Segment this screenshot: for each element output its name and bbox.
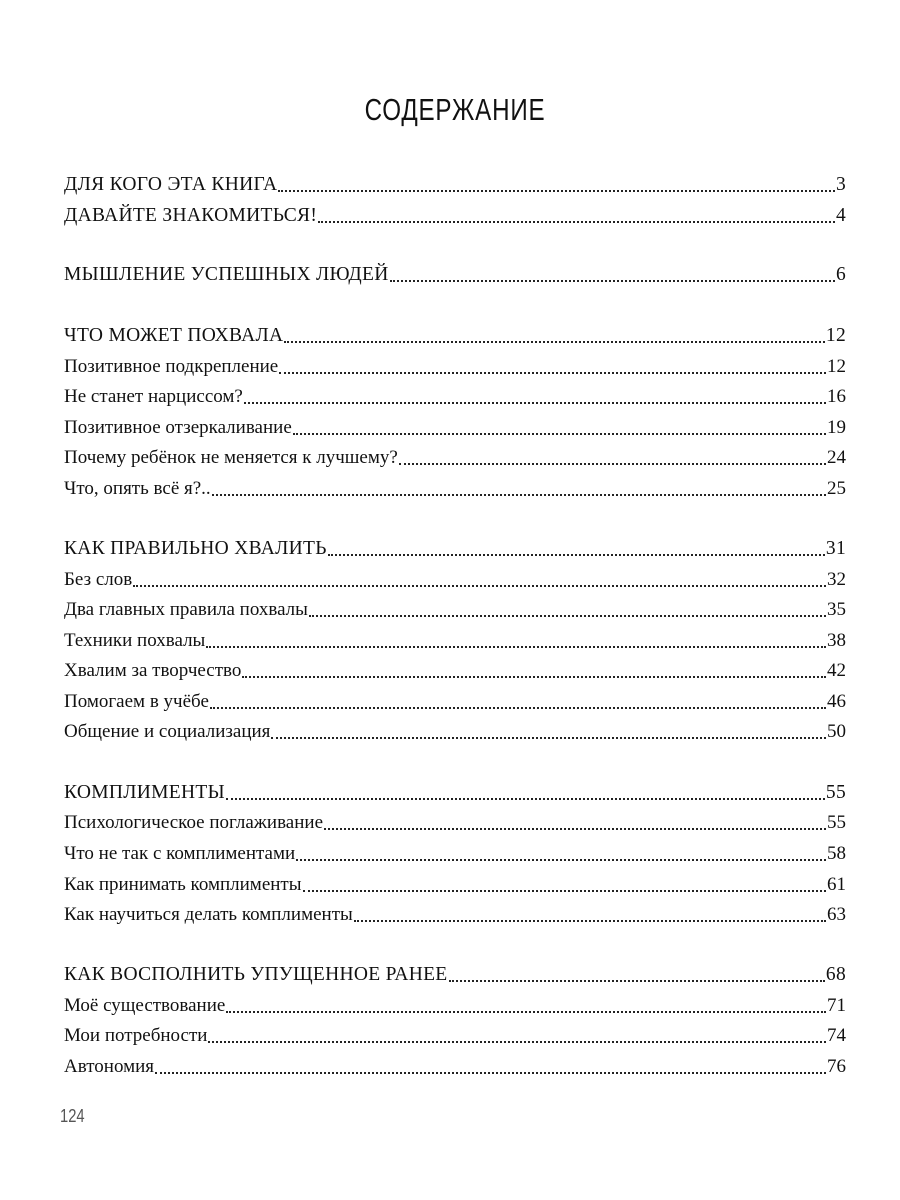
toc-entry-label: Автономия <box>64 1056 155 1077</box>
dot-leader <box>212 493 826 496</box>
toc-entry-label: Как научиться делать комплименты <box>64 904 353 925</box>
toc-entry[interactable] <box>64 348 846 378</box>
dot-leader <box>242 675 826 678</box>
toc-entry-page: 6 <box>835 264 846 285</box>
toc-entry-label: Хвалим за творчество <box>64 660 242 681</box>
dot-leader <box>293 432 826 435</box>
dot-leader <box>210 706 826 709</box>
dot-leader <box>278 189 835 192</box>
toc-entry-label: Общение и социализация <box>64 721 271 742</box>
dot-leader <box>133 584 826 587</box>
toc-entry-label: Что, опять всё я?.. <box>64 478 211 499</box>
dot-leader <box>303 889 827 892</box>
page-title: СОДЕРЖАНИЕ <box>364 92 546 127</box>
toc-entry-label: Почему ребёнок не меняется к лучшему? <box>64 447 398 468</box>
toc-entry-label: КАК ВОСПОЛНИТЬ УПУЩЕННОЕ РАНЕЕ <box>64 964 448 985</box>
toc-entry[interactable] <box>64 256 846 286</box>
toc-entry-page: 76 <box>827 1056 846 1077</box>
toc-entry-label: Мои потребности <box>64 1025 208 1046</box>
dot-leader <box>354 919 826 922</box>
toc-entry-label: КОМПЛИМЕНТЫ <box>64 782 225 803</box>
toc-entry[interactable] <box>64 956 846 986</box>
toc-entry[interactable] <box>64 166 846 196</box>
dot-leader <box>155 1071 826 1074</box>
dot-leader <box>226 797 825 800</box>
toc-entry[interactable] <box>64 470 846 500</box>
dot-leader <box>284 340 825 343</box>
dot-leader <box>296 858 826 861</box>
toc-entry[interactable] <box>64 774 846 804</box>
toc-entry-page: 55 <box>825 782 846 803</box>
dot-leader <box>328 553 825 556</box>
dot-leader <box>449 979 825 982</box>
toc-entry-label: Моё существование <box>64 995 226 1016</box>
dot-leader <box>279 371 826 374</box>
toc-entry-label: КАК ПРАВИЛЬНО ХВАЛИТЬ <box>64 538 327 559</box>
toc-entry[interactable] <box>64 197 846 227</box>
toc-entry-page: 74 <box>827 1025 846 1046</box>
toc-entry-label: Как принимать комплименты <box>64 874 302 895</box>
toc-entry-page: 19 <box>827 417 846 438</box>
toc-entry[interactable] <box>64 317 846 347</box>
toc-entry-page: 35 <box>827 599 846 620</box>
dot-leader <box>318 220 835 223</box>
toc-entry[interactable] <box>64 896 846 926</box>
toc-entry[interactable] <box>64 1048 846 1078</box>
toc-entry[interactable] <box>64 713 846 743</box>
toc-entry-page: 50 <box>827 721 846 742</box>
toc-entry-label: ДЛЯ КОГО ЭТА КНИГА <box>64 174 278 195</box>
toc-entry-page: 12 <box>825 325 846 346</box>
dot-leader <box>309 614 826 617</box>
toc-entry[interactable] <box>64 804 846 834</box>
toc-entry-label: МЫШЛЕНИЕ УСПЕШНЫХ ЛЮДЕЙ <box>64 264 389 285</box>
toc-entry-page: 46 <box>827 691 846 712</box>
page-number: 124 <box>60 1106 85 1126</box>
dot-leader <box>324 827 826 830</box>
toc-entry-page: 55 <box>827 812 846 833</box>
dot-leader <box>208 1040 826 1043</box>
toc-entry[interactable] <box>64 866 846 896</box>
toc-entry[interactable] <box>64 530 846 560</box>
toc-entry[interactable] <box>64 987 846 1017</box>
toc-entry[interactable] <box>64 439 846 469</box>
toc-entry-page: 31 <box>825 538 846 559</box>
toc-entry-page: 68 <box>825 964 846 985</box>
toc-entry-label: Два главных правила похвалы <box>64 599 308 620</box>
toc-entry[interactable] <box>64 835 846 865</box>
dot-leader <box>206 645 826 648</box>
toc-entry-page: 3 <box>835 174 846 195</box>
toc-entry-label: ЧТО МОЖЕТ ПОХВАЛА <box>64 325 284 346</box>
toc-entry-label: ДАВАЙТЕ ЗНАКОМИТЬСЯ! <box>64 205 318 226</box>
toc-entry[interactable] <box>64 1017 846 1047</box>
toc-entry-page: 24 <box>827 447 846 468</box>
dot-leader <box>399 462 826 465</box>
toc-entry[interactable] <box>64 683 846 713</box>
toc-entry-label: Позитивное отзеркаливание <box>64 417 292 438</box>
toc-entry-page: 63 <box>827 904 846 925</box>
toc-entry[interactable] <box>64 561 846 591</box>
toc-entry-page: 61 <box>827 874 846 895</box>
toc-entry-label: Позитивное подкрепление <box>64 356 279 377</box>
toc-entry-page: 25 <box>827 478 846 499</box>
toc-entry-label: Что не так с комплиментами <box>64 843 296 864</box>
dot-leader <box>226 1010 826 1013</box>
toc-entry-page: 32 <box>827 569 846 590</box>
toc-entry-page: 71 <box>827 995 846 1016</box>
toc-entry-label: Без слов <box>64 569 133 590</box>
toc-entry-label: Техники похвалы <box>64 630 206 651</box>
toc-entry-page: 58 <box>827 843 846 864</box>
toc-entry[interactable] <box>64 652 846 682</box>
dot-leader <box>390 279 835 282</box>
toc-entry-page: 12 <box>827 356 846 377</box>
toc-entry[interactable] <box>64 378 846 408</box>
toc-entry-label: Помогаем в учёбе <box>64 691 209 712</box>
toc-entry-page: 4 <box>835 205 846 226</box>
toc-entry[interactable] <box>64 591 846 621</box>
toc-entry[interactable] <box>64 622 846 652</box>
toc-entry[interactable] <box>64 409 846 439</box>
toc-entry-label: Не станет нарциссом? <box>64 386 243 407</box>
dot-leader <box>244 401 826 404</box>
toc-entry-label: Психологическое поглаживание <box>64 812 323 833</box>
toc-entry-page: 42 <box>827 660 846 681</box>
toc-entry-page: 38 <box>827 630 846 651</box>
dot-leader <box>271 736 826 739</box>
toc-entry-page: 16 <box>827 386 846 407</box>
